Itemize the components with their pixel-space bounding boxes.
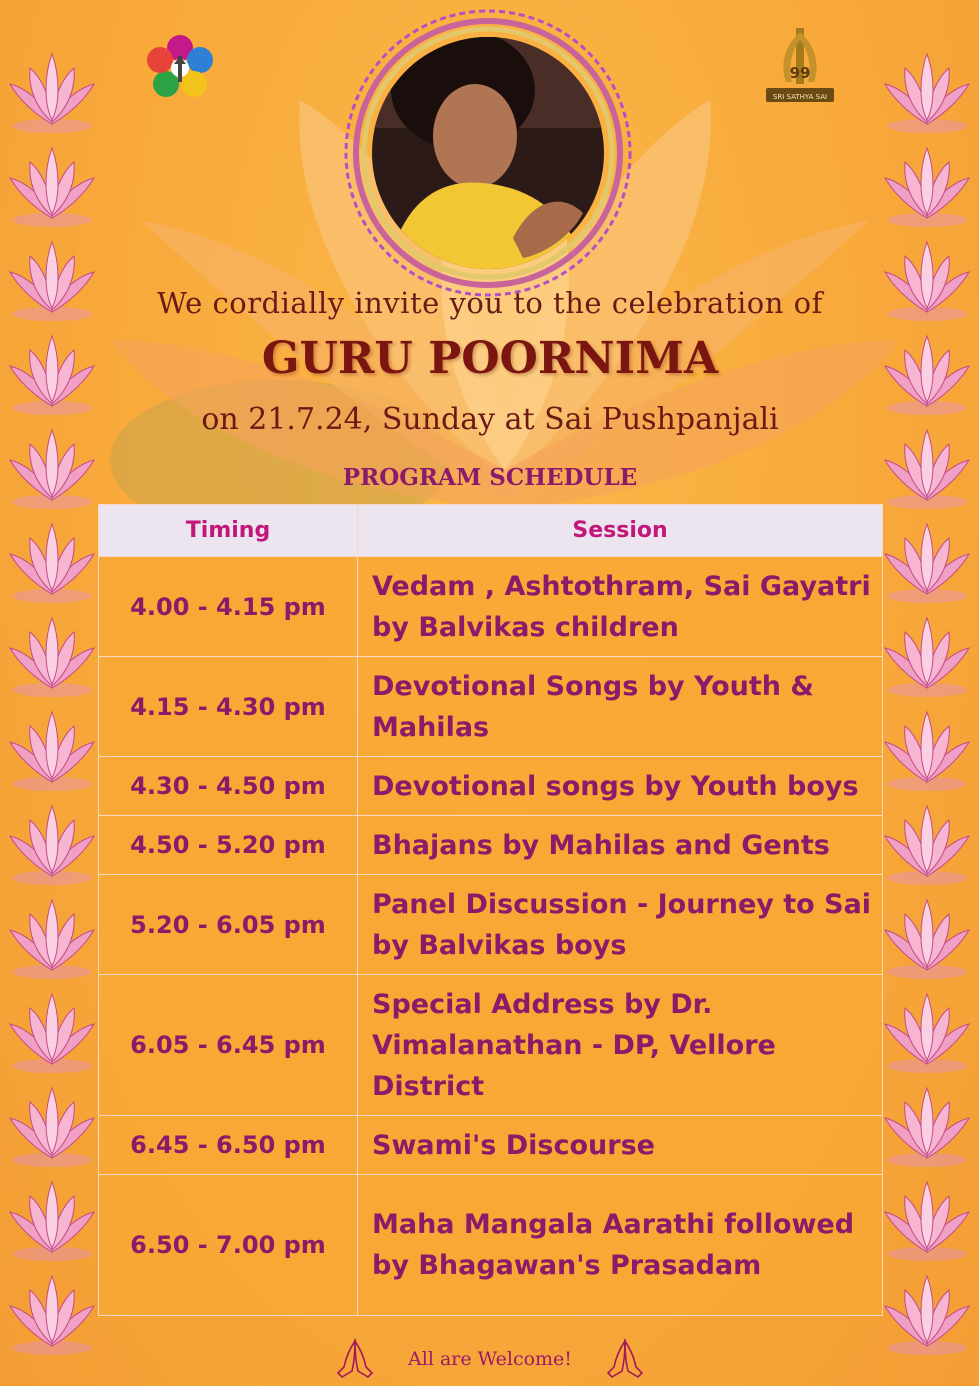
table-row	[99, 1174, 882, 1315]
date-venue: on 21.7.24, Sunday at Sai Pushpanjali	[201, 402, 779, 437]
lotus-icon	[4, 518, 100, 606]
row-session: Maha Mangala Aarathi followed by Bhagawan's Prasadam	[372, 1209, 855, 1281]
lotus-icon	[879, 1082, 975, 1170]
lotus-icon	[879, 894, 975, 982]
table-row	[99, 974, 882, 1115]
lotus-icon	[4, 706, 100, 794]
table-header-row	[99, 505, 882, 556]
row-session: Special Address by Dr. Vimalanathan - DP, Vellore District	[372, 988, 776, 1102]
lotus-icon	[879, 48, 975, 136]
left-lotus-border	[4, 48, 100, 1364]
row-session: Swami's Discourse	[372, 1129, 655, 1161]
table-row	[99, 815, 882, 874]
lotus-icon	[879, 424, 975, 512]
namaste-hands-icon	[332, 1337, 378, 1381]
lotus-icon	[4, 330, 100, 418]
sarva-dharma-logo	[140, 26, 220, 106]
lotus-icon	[4, 800, 100, 888]
portrait-photo	[343, 8, 633, 298]
lotus-icon	[4, 236, 100, 324]
lotus-icon	[4, 612, 100, 700]
timing-header: Timing	[99, 505, 358, 556]
lotus-icon	[4, 48, 100, 136]
lotus-icon	[879, 1176, 975, 1264]
lotus-icon	[879, 988, 975, 1076]
row-session: Devotional Songs by Youth & Mahilas	[372, 670, 814, 743]
row-time: 6.45 - 6.50 pm	[99, 1116, 358, 1174]
row-session: Panel Discussion - Journey to Sai by Balvikas boys	[372, 888, 872, 961]
lotus-icon	[879, 706, 975, 794]
event-title: GURU POORNIMA	[261, 333, 719, 384]
lotus-icon	[879, 330, 975, 418]
lotus-icon	[4, 1082, 100, 1170]
footer	[320, 1336, 660, 1382]
lotus-icon	[879, 142, 975, 230]
lotus-icon	[879, 612, 975, 700]
table-row	[99, 874, 882, 974]
row-time: 4.50 - 5.20 pm	[99, 816, 358, 874]
session-header: Session	[572, 518, 668, 543]
schedule-table	[98, 504, 883, 1316]
lotus-icon	[4, 1176, 100, 1264]
lotus-icon	[879, 1270, 975, 1358]
row-session: Vedam , Ashtothram, Sai Gayatri by Balvikas children	[372, 570, 871, 643]
table-row	[99, 556, 882, 656]
99-years-emblem	[762, 26, 838, 106]
lotus-icon	[4, 142, 100, 230]
lotus-icon	[879, 518, 975, 606]
schedule-title: PROGRAM SCHEDULE	[342, 464, 638, 491]
lotus-icon	[879, 800, 975, 888]
lotus-icon	[879, 236, 975, 324]
row-session: Devotional songs by Youth boys	[372, 770, 859, 802]
lotus-icon	[4, 1270, 100, 1358]
emblem-number: 99	[789, 64, 811, 82]
table-row	[99, 656, 882, 756]
namaste-hands-icon	[602, 1337, 648, 1381]
invitation-intro: We cordially invite you to the celebration of	[157, 286, 823, 320]
emblem-text: SRI SATHYA SAI	[772, 93, 828, 101]
row-time: 6.05 - 6.45 pm	[99, 975, 358, 1115]
table-row	[99, 756, 882, 815]
lotus-icon	[4, 424, 100, 512]
table-row	[99, 1115, 882, 1174]
lotus-icon	[4, 988, 100, 1076]
right-lotus-border	[879, 48, 975, 1364]
row-time: 4.30 - 4.50 pm	[99, 757, 358, 815]
row-time: 6.50 - 7.00 pm	[99, 1175, 358, 1315]
row-time: 4.15 - 4.30 pm	[99, 657, 358, 756]
row-time: 5.20 - 6.05 pm	[99, 875, 358, 974]
lotus-icon	[4, 894, 100, 982]
welcome-text: All are Welcome!	[408, 1348, 572, 1370]
row-time: 4.00 - 4.15 pm	[99, 557, 358, 656]
row-session: Bhajans by Mahilas and Gents	[372, 829, 830, 861]
